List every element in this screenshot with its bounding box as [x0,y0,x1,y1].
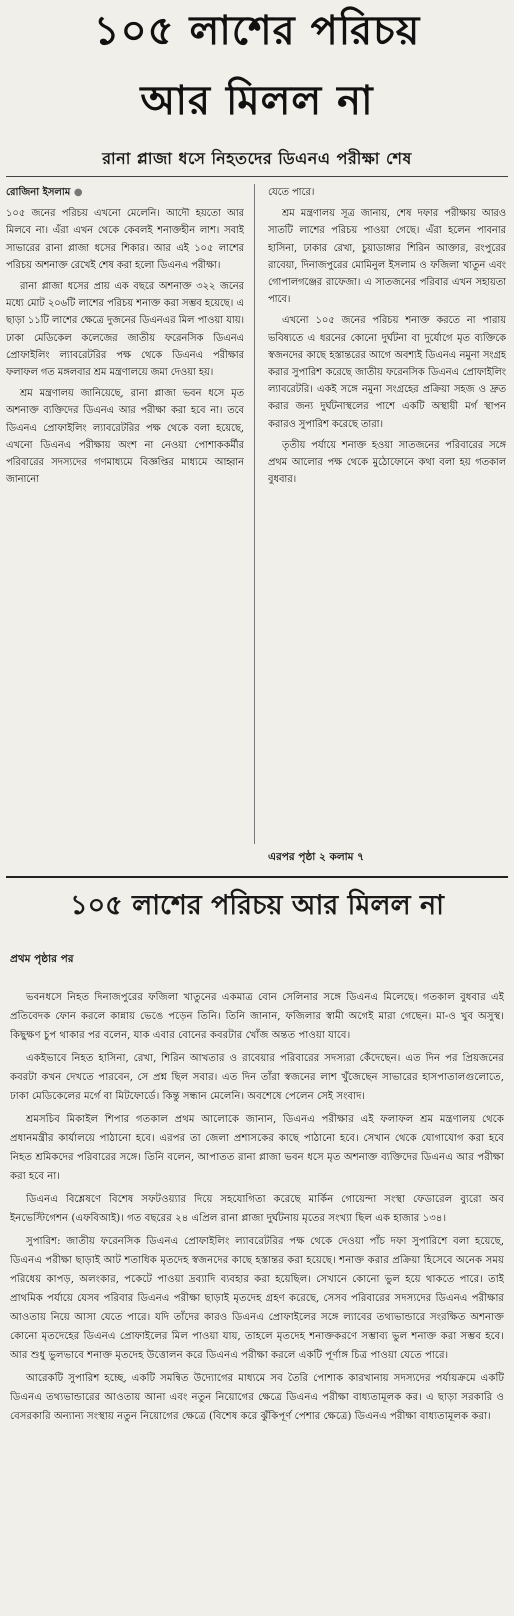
continuation-headline: ১০৫ লাশের পরিচয় আর মিলল না [70,890,444,921]
right-paragraph-1: যেতে পারে। [268,187,315,198]
right-paragraph-3: এখনো ১০৫ জনের পরিচয় শনাক্ত করতে না পারায় ভবিষ্যতে এ ধরনের কোনো দুর্ঘটনা বা দুর্যোগে মৃত ব্যক্তিকে স্বজনদের কাছে হস্তান্তরের আগে অবশ্যই ডিএনএ নমুনা সংগ্রহ করার সুপারিশ করেছে জাতীয় ফরেনসিক ডিএনএ প্রোফাইলিং ল্যাবরেটরি। একই সঙ্গে নমুনা সংগ্রহের প্রক্রিয়া সহজ ও দ্রুত করার জন্য দুর্ঘটনাস্থলের পাশে একটি অস্থায়ী মর্গ স্থাপন করারও সুপারিশ করেছে তারা। [268,315,506,430]
cont-paragraph-5: সুপারিশ: জাতীয় ফরেনসিক ডিএনএ প্রোফাইলিং ল্যাবরেটরির পক্ষ থেকে দেওয়া পাঁচ দফা সুপারিশে বলা হয়েছে, ডিএনএ পরীক্ষা ছাড়াই আট শতাধিক মৃতদেহ স্বজনদের কাছে হস্তান্তর করা হয়েছে। শনাক্ত করার প্রক্রিয়া হিসেবে অনেক সময় পরিধেয় কাপড়, অলংকার, পকেটে পাওয়া দ্রব্যাদি ব্যবহার করা হয়েছিল। সেখানে কোনো ভুল হয়ে থাকতে পারে। তাই প্রাথমিক পর্যায়ে যেসব পরিবার ডিএনএ পরীক্ষা ছাড়াই মৃতদেহ গ্রহণ করেছে, সেসব পরিবারের সদস্যদের ডিএনএ পরীক্ষার আওতায় নিয়ে আসা যেতে পারে। যদি তাঁদের কারও ডিএনএ প্রোফাইলের সঙ্গে ল্যাবের তথ্যভান্ডারে সংরক্ষিত অশনাক্ত কোনো মৃতদেহের ডিএনএ প্রোফাইলের মিল পাওয়া যায়, তাহলে মৃতদেহ শনাক্তকরণে সম্ভাব্য ভুল শনাক্ত করা সম্ভব হবে। আর শুধু ভুলভাবে শনাক্ত মৃতদেহ উত্তোলন করে ডিএনএ পরীক্ষা করলে একটি পূর্ণাঙ্গ চিত্র পাওয়া যেতে পারে। [10,1236,504,1361]
column-divider [254,184,255,844]
cont-paragraph-4: ডিএনএ বিশ্লেষণে বিশেষ সফটওয়্যার দিয়ে সহযোগিতা করেছে মার্কিন গোয়েন্দা সংস্থা ফেডারেল ব্যুরো অব ইনভেস্টিগেশন (এফবিআই)। গত বছরের ২৪ এপ্রিল রানা প্লাজা দুর্ঘটনায় মৃতের সংখ্যা ছিল এক হাজার ১৩৪। [10,1194,504,1224]
subheadline: রানা প্লাজা ধসে নিহতদের ডিএনএ পরীক্ষা শেষ [102,149,412,168]
article-column-right [268,184,506,844]
continuation-body [10,988,504,1608]
left-paragraph-2: রানা প্লাজা ধসের প্রায় এক বছরে অশনাক্ত ৩২২ জনের মধ্যে মোট ২০৬টি লাশের পরিচয় শনাক্ত করা সম্ভব হয়েছে। এ ছাড়া ১১টি লাশের ক্ষেত্রে দুজনের ডিএনএর মিল পাওয়া যায়। ঢাকা মেডিকেল কলেজের জাতীয় ফরেনসিক ডিএনএ প্রোফাইলিং ল্যাবরেটরির পক্ষ থেকে ডিএনএ পরীক্ষার ফলাফল গত মঙ্গলবার শ্রম মন্ত্রণালয়ে জমা দেওয়া হয়। [6,281,244,379]
right-paragraph-4: তৃতীয় পর্যায়ে শনাক্ত হওয়া সাতজনের পরিবারের সঙ্গে প্রথম আলোর পক্ষ থেকে মুঠোফোনে কথা বলা হয় গতকাল বুধবার। [268,439,506,486]
cont-paragraph-3: শ্রমসচিব মিকাইল শিপার গতকাল প্রথম আলোকে জানান, ডিএনএ পরীক্ষার এই ফলাফল শ্রম মন্ত্রণালয় থেকে প্রধানমন্ত্রীর কার্যালয়ে পাঠানো হবে। এরপর তা জেলা প্রশাসকের কাছে পাঠানো হবে। সেখান থেকে যোগাযোগ করা হবে নিহত শ্রমিকদের পরিবারের সঙ্গে। তিনি বলেন, আপাতত রানা প্লাজা ভবন ধসে মৃত অশনাক্ত ব্যক্তিদের ডিএনএ আর পরীক্ষা করা হবে না। [10,1114,504,1182]
left-paragraph-1: ১০৫ জনের পরিচয় এখনো মেলেনি। আদৌ হয়তো আর মিলবে না। এঁরা এখন থেকে কেবলই শনাক্তহীন লাশ। সবাই সাভারের রানা প্লাজা ধসের শিকার। আর এই ১০৫ লাশের পরিচয় অশনাক্ত রেখেই শেষ করা হলো ডিএনএ পরীক্ষা। [6,208,244,271]
article-column-left [6,184,244,844]
cont-paragraph-6: আরেকটি সুপারিশ হচ্ছে, একটি সমন্বিত উদ্যোগের মাধ্যমে সব তৈরি পোশাক কারখানায় সদস্যদের পর্যায়ক্রমে একটি ডিএনএ তথ্যভান্ডারের আওতায় আনা এবং নতুন নিয়োগের ক্ষেত্রে ডিএনএ পরীক্ষা বাধ্যতামূলক কর। এ ছাড়া সরকারি ও বেসরকারি অন্যান্য সংস্থায় নতুন নিয়োগের ক্ষেত্রে (বিশেষ করে ঝুঁকিপূর্ণ পেশার ক্ষেত্রে) ডিএনএ পরীক্ষা বাধ্যতামূলক করা। [10,1373,504,1422]
top-divider [6,176,508,177]
headline-line-2: আর মিলল না [140,78,374,124]
byline: রোজিনা ইসলাম ● [6,187,83,198]
left-paragraph-3: শ্রম মন্ত্রণালয় জানিয়েছে, রানা প্লাজা ভবন ধসে মৃত অশনাক্ত ব্যক্তিদের ডিএনএ আর পরীক্ষা করা হবে না। তবে ডিএনএ প্রোফাইলিং ল্যাবরেটরির পক্ষ থেকে বলা হয়েছে, এখনো ডিএনএ পরীক্ষায় অংশ না নেওয়া পোশাককর্মীর পরিবারের সদস্যদের গণমাধ্যমে বিজ্ঞপ্তির মাধ্যমে আহ্বান জানানো [6,388,244,486]
right-paragraph-2: শ্রম মন্ত্রণালয় সূত্র জানায়, শেষ দফার পরীক্ষায় আরও সাতটি লাশের পরিচয় পাওয়া গেছে। এঁরা হলেন পাবনার হাসিনা, ঢাকার রেখা, চুয়াডাঙ্গার শিরিন আক্তার, রংপুরের রাবেয়া, দিনাজপুরের মোমিনুল ইসলাম ও ফজিলা খাতুন এবং গোপালগঞ্জের রাফেজা। এ সাতজনের পরিবার এখন সহায়তা পাবে। [268,208,506,306]
cont-paragraph-1: ভবনধসে নিহত দিনাজপুরের ফজিলা খাতুনের একমাত্র বোন সেলিনার সঙ্গে ডিএনএ মিলেছে। গতকাল বুধবার এই প্রতিবেদক ফোন করলে কান্নায় ভেঙে পড়েন তিনি। তিনি জানান, ফজিলার স্বামী অগেই মারা গেছেন। মা-ও খুব অসুস্থ। কিছুক্ষণ চুপ থাকার পর বলেন, যাক এবার বোনের কবরটার খোঁজ অন্তত পাওয়া যাবে। [10,992,504,1041]
continued-on-page-line: এরপর পৃষ্ঠা ২ কলাম ৭ [268,851,364,863]
byline-dot-icon: ● [73,187,83,198]
section-divider [6,876,508,878]
headline-line-1: ১০৫ লাশের পরিচয় [93,8,421,54]
continued-from-label: প্রথম পৃষ্ঠার পর [10,953,74,965]
cont-paragraph-2: একইভাবে নিহত হাসিনা, রেখা, শিরিন আখতার ও রাবেয়ার পরিবারের সদস্যরা কেঁদেছেন। এত দিন পর প্রিয়জনের কবরটা কখন দেখতে পারবেন, সে প্রশ্ন ছিল সবার। এত দিন তাঁরা স্বজনের লাশ খুঁজেছেন সাভারের হাসপাতালগুলোতে, ঢাকা মেডিকেলের মর্গে বা মিটফোর্ডে। কিন্তু সন্ধান মেলেনি। অবশেষে পেলেন সেই সংবাদ। [10,1053,504,1102]
